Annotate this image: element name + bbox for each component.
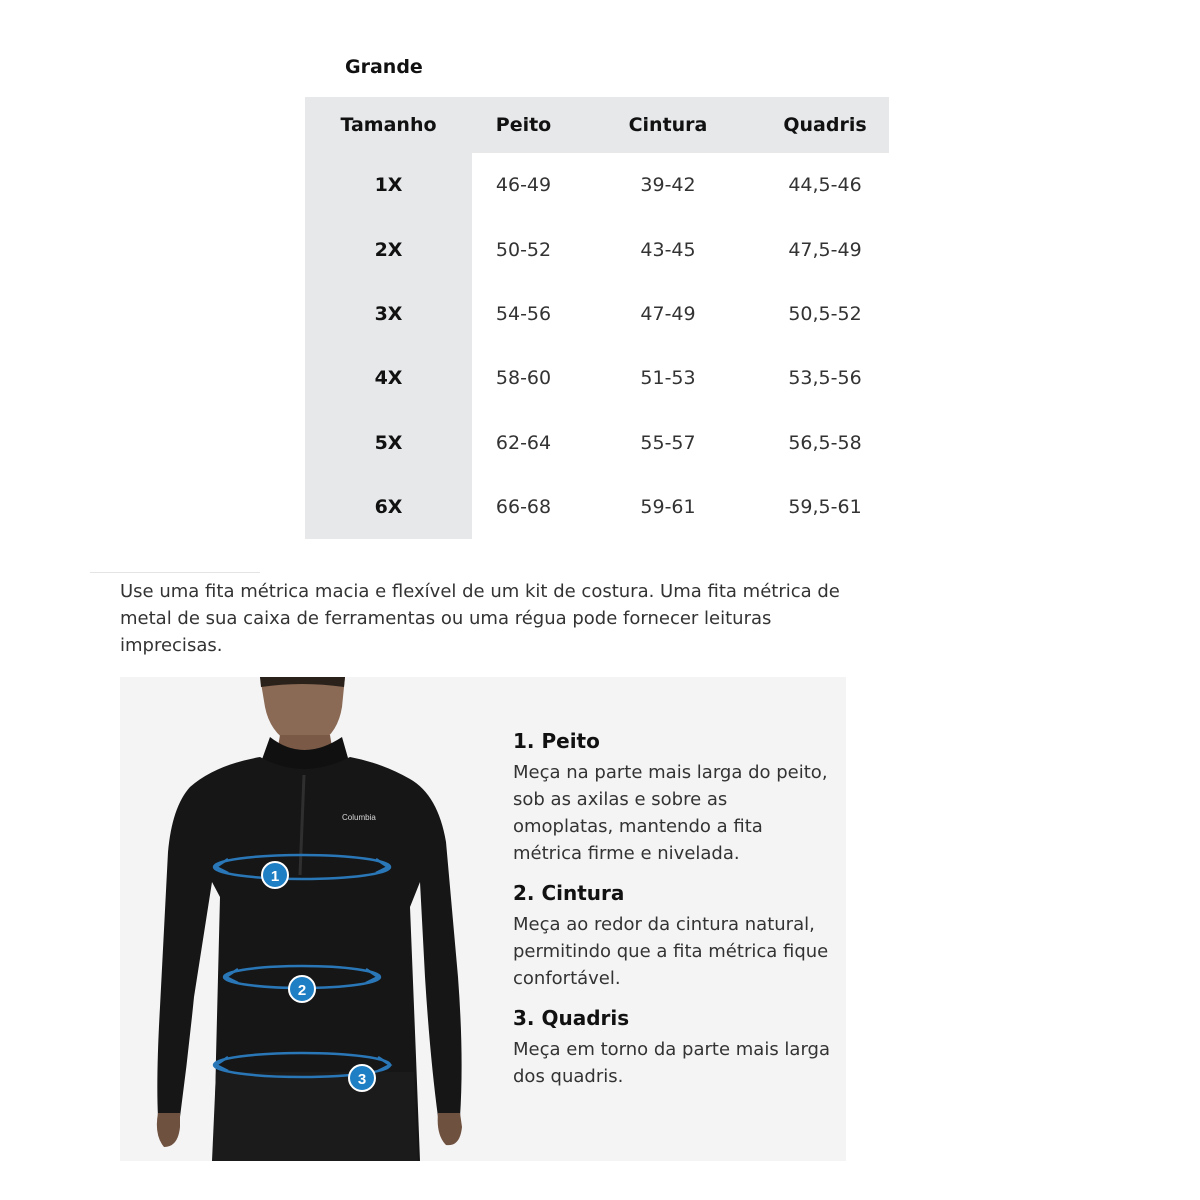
- measuring-note: Use uma fita métrica macia e flexível de um kit de costura. Uma fita métrica de metal de sua caixa de ferramentas ou uma régua pode fornecer leituras imprecisas.: [120, 581, 840, 656]
- marker-1-label: 1: [270, 868, 280, 885]
- step-hips-title: 3. Quadris: [513, 1006, 630, 1030]
- step-chest-title: 1. Peito: [513, 729, 600, 753]
- header-size: Tamanho: [340, 114, 437, 136]
- waist-cell: 47-49: [640, 302, 696, 325]
- hips-cell: 50,5-52: [788, 302, 862, 325]
- size-cell: 2X: [374, 238, 403, 261]
- measurement-steps: [513, 729, 833, 1104]
- chest-cell: 62-64: [495, 431, 552, 454]
- header-chest: Peito: [495, 114, 552, 136]
- waist-column: [575, 153, 761, 539]
- step-waist-text: Meça ao redor da cintura natural, permitindo que a fita métrica fique confortável.: [513, 914, 829, 989]
- chest-column: [472, 153, 575, 539]
- waist-cell: 39-42: [640, 174, 696, 197]
- size-cell: 3X: [374, 302, 403, 325]
- waist-cell: 51-53: [640, 367, 696, 390]
- step-waist-title: 2. Cintura: [513, 881, 625, 905]
- size-cell: 6X: [374, 496, 403, 519]
- chest-cell: 46-49: [495, 174, 552, 197]
- hips-cell: 44,5-46: [788, 174, 862, 197]
- marker-2-label: 2: [297, 982, 307, 999]
- chest-cell: 54-56: [495, 302, 552, 325]
- hips-cell: 47,5-49: [788, 238, 862, 261]
- header-waist: Cintura: [628, 114, 708, 136]
- header-hips: Quadris: [761, 97, 889, 153]
- hips-column: [761, 153, 889, 539]
- table-body: [305, 153, 889, 539]
- chest-cell: 50-52: [495, 238, 552, 261]
- marker-3-label: 3: [357, 1071, 367, 1088]
- divider: [90, 572, 260, 573]
- step-hips-text: Meça em torno da parte mais larga dos quadris.: [513, 1039, 831, 1087]
- size-table-title: Grande: [345, 56, 423, 78]
- waist-cell: 43-45: [640, 238, 696, 261]
- step-chest-text: Meça na parte mais larga do peito, sob as axilas e sobre as omoplatas, mantendo a fita métrica firme e nivelada.: [513, 762, 828, 864]
- size-table: [305, 97, 889, 539]
- size-cell: 1X: [374, 174, 403, 197]
- waist-cell: 59-61: [640, 496, 696, 519]
- measurement-guide: [120, 677, 846, 1161]
- size-column: [305, 153, 472, 539]
- waist-cell: 55-57: [640, 431, 696, 454]
- chest-cell: 66-68: [495, 496, 552, 519]
- pants-shape: [212, 1072, 418, 1161]
- size-cell: 4X: [374, 367, 403, 390]
- brand-logo: Columbia: [342, 813, 376, 822]
- hips-cell: 56,5-58: [788, 431, 862, 454]
- hips-cell: 59,5-61: [788, 496, 862, 519]
- chest-cell: 58-60: [495, 367, 552, 390]
- size-cell: 5X: [374, 431, 403, 454]
- hips-cell: 53,5-56: [788, 367, 862, 390]
- model-illustration: [120, 677, 500, 1161]
- table-header-row: [305, 97, 889, 153]
